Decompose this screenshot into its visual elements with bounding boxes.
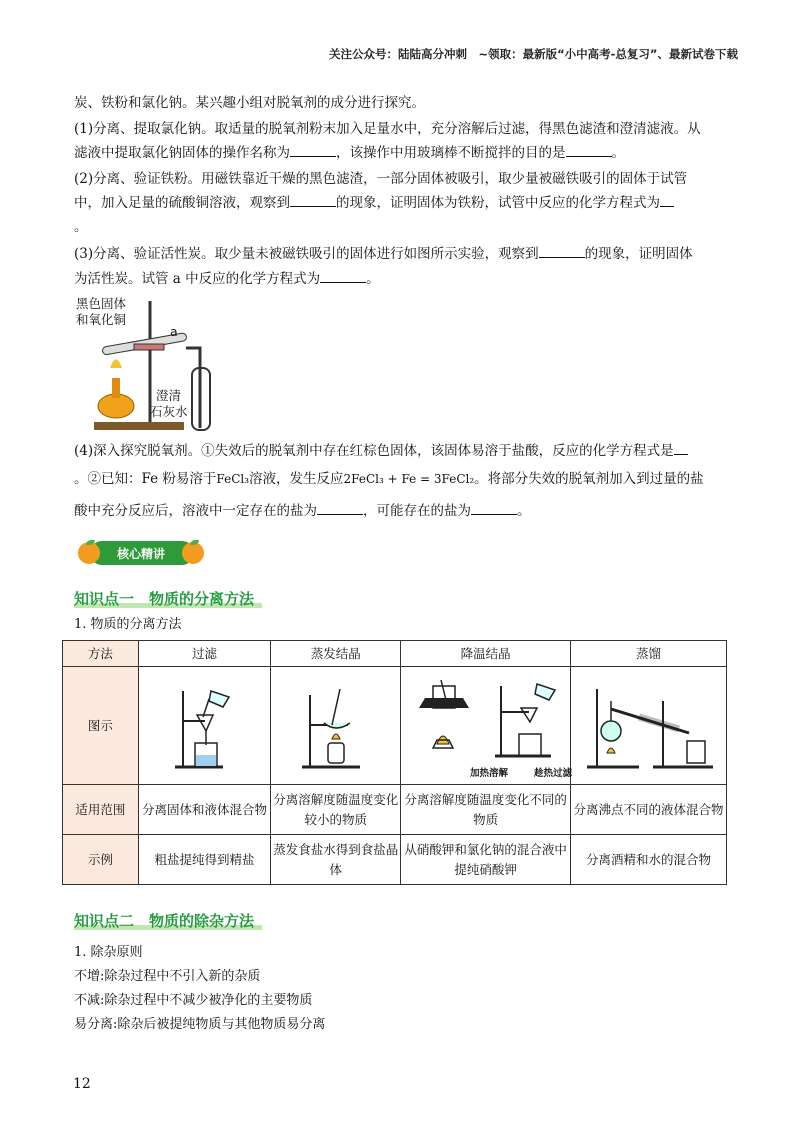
figure-caption: 趁热过滤 xyxy=(534,768,573,779)
page-header: 关注公众号：陆陆高分冲刺 ~领取：最新版“小中高考-总复习”、最新试卷下载 xyxy=(328,47,738,61)
question-4-line: 酸中充分反应后，溶液中一定存在的盐为 ，可能存在的盐为 。 xyxy=(74,500,734,522)
question-3-line: 为活性炭。试管 a 中反应的化学方程式为 。 xyxy=(74,268,734,290)
question-2-line: 。 xyxy=(74,219,88,235)
table-cell: 分离酒精和水的混合物 xyxy=(571,835,727,885)
answer-blank xyxy=(290,192,336,207)
filtration-figure xyxy=(138,667,271,785)
table-cell: 从硝酸钾和氯化钠的混合液中提纯硝酸钾 xyxy=(401,835,571,885)
evaporation-figure xyxy=(271,667,401,785)
question-3-line: (3)分离、验证活性炭。取少量未被磁铁吸引的固体进行如图所示实验，观察到 的现象，证明固体 xyxy=(74,243,734,265)
page-number: 12 xyxy=(73,1076,91,1092)
answer-blank xyxy=(317,500,363,515)
experiment-apparatus-figure xyxy=(74,296,224,436)
table-cell: 蒸发食盐水得到食盐晶体 xyxy=(271,835,401,885)
distillation-figure xyxy=(571,667,727,785)
section-title: 知识点二 物质的除杂方法 xyxy=(74,912,255,930)
figure-caption: 加热溶解 xyxy=(470,768,509,779)
section-title: 知识点一 物质的分离方法 xyxy=(74,590,255,608)
table-header: 降温结晶 xyxy=(401,641,571,667)
table-cell: 分离沸点不同的液体混合物 xyxy=(571,785,727,835)
section-subtitle: 1. 除杂原则 xyxy=(74,945,143,960)
separation-methods-table xyxy=(62,640,727,885)
apparatus-label: 澄清 xyxy=(156,388,182,403)
table-header: 方法 xyxy=(63,641,139,667)
row-label: 示例 xyxy=(63,835,139,885)
answer-blank xyxy=(290,142,336,157)
intro-line: 炭、铁粉和氯化钠。某兴趣小组对脱氧剂的成分进行探究。 xyxy=(74,95,425,111)
table-cell: 粗盐提纯得到精盐 xyxy=(138,835,271,885)
apparatus-label-a: a xyxy=(170,324,178,339)
badge-label: 核心精讲 xyxy=(116,547,165,561)
question-4-line: 。②已知：Fe 粉易溶于FeCl₃溶液，发生反应2FeCl₃ + Fe = 3FeCl₂。将部分失效的脱氧剂加入到过量的盐 xyxy=(74,471,704,487)
answer-blank xyxy=(471,500,517,515)
question-1-line: (1)分离、提取氯化钠。取适量的脱氧剂粉末加入足量水中，充分溶解后过滤，得黑色滤渣和澄清滤液。从 xyxy=(74,121,701,137)
question-4-line: (4)深入探究脱氧剂。①失效后的脱氧剂中存在红棕色固体，该固体易溶于盐酸，反应的化学方程式是 xyxy=(74,440,734,462)
table-header: 过滤 xyxy=(138,641,271,667)
table-header: 蒸馏 xyxy=(571,641,727,667)
row-label: 图示 xyxy=(63,667,139,785)
answer-blank xyxy=(660,192,674,207)
apparatus-label: 黑色固体 xyxy=(76,296,127,311)
section-subtitle: 1. 物质的分离方法 xyxy=(74,617,182,632)
table-cell: 分离溶解度随温度变化较小的物质 xyxy=(271,785,401,835)
principle-text: 不增:除杂过程中不引入新的杂质 xyxy=(74,969,261,984)
question-2-line: 中，加入足量的硫酸铜溶液，观察到 的现象，证明固体为铁粉，试管中反应的化学方程式为 xyxy=(74,192,734,214)
question-1-line: 滤液中提取氯化钠固体的操作名称为 ，该操作中用玻璃棒不断搅拌的目的是 。 xyxy=(74,142,734,164)
row-label: 适用范围 xyxy=(63,785,139,835)
apparatus-label: 石灰水 xyxy=(150,404,188,419)
answer-blank xyxy=(674,440,688,455)
principle-text: 易分离:除杂后被提纯物质与其他物质易分离 xyxy=(74,1017,326,1032)
answer-blank xyxy=(539,243,585,258)
answer-blank xyxy=(320,268,366,283)
table-cell: 分离溶解度随温度变化不同的物质 xyxy=(401,785,571,835)
apparatus-label: 和氧化铜 xyxy=(76,312,127,327)
section-badge xyxy=(74,536,208,570)
table-cell: 分离固体和液体混合物 xyxy=(138,785,271,835)
principle-text: 不减:除杂过程中不减少被净化的主要物质 xyxy=(74,993,313,1008)
answer-blank xyxy=(566,142,612,157)
question-2-line: (2)分离、验证铁粉。用磁铁靠近干燥的黑色滤渣，一部分固体被吸引，取少量被磁铁吸引的固体于试管 xyxy=(74,171,688,187)
table-header: 蒸发结晶 xyxy=(271,641,401,667)
